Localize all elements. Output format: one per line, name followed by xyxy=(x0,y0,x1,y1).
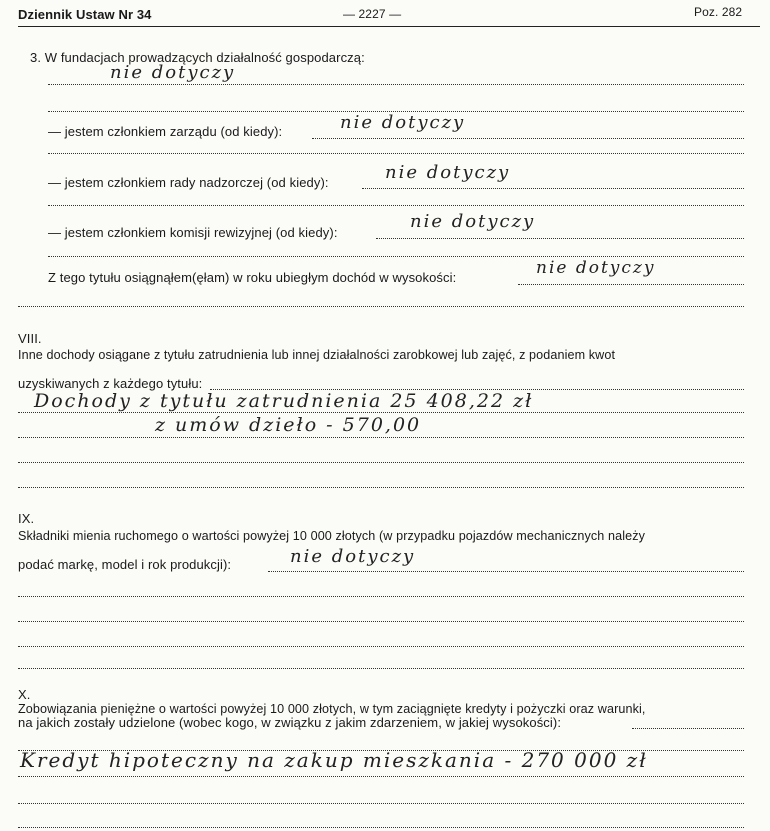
section10-number: X. xyxy=(18,687,31,702)
page-number: — 2227 — xyxy=(343,7,402,21)
supervisory-board-label: — jestem członkiem rady nadzorczej (od kiedy): xyxy=(48,175,329,190)
supervisory-board-handwritten-answer: nie dotyczy xyxy=(385,162,511,183)
header-divider xyxy=(18,26,760,27)
answer-line xyxy=(376,238,744,239)
section10-text-line1: Zobowiązania pieniężne o wartości powyżej 10 000 złotych, w tym zaciągnięte kredyty i pożyczki oraz warunki, xyxy=(18,702,646,716)
section8-handwritten-answer-line2: z umów dzieło - 570,00 xyxy=(155,414,422,436)
income-handwritten-answer: nie dotyczy xyxy=(536,258,656,278)
board-member-handwritten-answer: nie dotyczy xyxy=(340,112,466,133)
income-label: Z tego tytułu osiągnąłem(ęłam) w roku ubiegłym dochód w wysokości: xyxy=(48,270,457,285)
answer-line xyxy=(18,412,744,413)
answer-line xyxy=(632,728,744,729)
answer-line xyxy=(18,803,744,804)
section10-text-line2: na jakich zostały udzielone (wobec kogo, w związku z jakim zdarzeniem, w jakiej wysokości): xyxy=(18,715,562,730)
audit-committee-label: — jestem członkiem komisji rewizyjnej (od kiedy): xyxy=(48,225,338,240)
audit-committee-handwritten-answer: nie dotyczy xyxy=(410,211,536,232)
answer-line xyxy=(518,284,744,285)
answer-line xyxy=(18,437,744,438)
page-header xyxy=(0,0,770,30)
section8-text-line2: uzyskiwanych z każdego tytułu: xyxy=(18,376,203,391)
answer-line xyxy=(362,188,744,189)
answer-line xyxy=(18,646,744,647)
section10-handwritten-answer: Kredyt hipoteczny na zakup mieszkania - 270 000 zł xyxy=(20,748,648,772)
answer-line xyxy=(312,138,744,139)
section8-text-line1: Inne dochody osiągane z tytułu zatrudnienia lub innej działalności zarobkowej lub zajęć, z podaniem kwot xyxy=(18,348,616,362)
answer-line xyxy=(18,462,744,463)
answer-line xyxy=(18,668,744,669)
board-member-label: — jestem członkiem zarządu (od kiedy): xyxy=(48,124,283,139)
answer-line xyxy=(18,306,744,307)
section8-handwritten-answer-line1: Dochody z tytułu zatrudnienia 25 408,22 zł xyxy=(34,390,534,412)
answer-line xyxy=(268,571,744,572)
answer-line xyxy=(18,596,744,597)
section8-number: VIII. xyxy=(18,331,42,346)
section3-title: 3. W fundacjach prowadzących działalność gospodarczą: xyxy=(30,50,365,65)
journal-title: Dziennik Ustaw Nr 34 xyxy=(18,7,152,22)
position-number: Poz. 282 xyxy=(694,5,743,19)
answer-line xyxy=(18,827,744,828)
section9-text-line2: podać markę, model i rok produkcji): xyxy=(18,557,232,572)
answer-line xyxy=(18,776,744,777)
section3-handwritten-answer: nie dotyczy xyxy=(110,62,236,83)
section9-number: IX. xyxy=(18,511,35,526)
answer-line xyxy=(18,621,744,622)
answer-line xyxy=(48,256,744,257)
answer-line xyxy=(48,84,744,85)
answer-line xyxy=(48,153,744,154)
section9-text-line1: Składniki mienia ruchomego o wartości powyżej 10 000 złotych (w przypadku pojazdów mechanicznych należy xyxy=(18,529,645,543)
answer-line xyxy=(48,205,744,206)
answer-line xyxy=(18,487,744,488)
section9-handwritten-answer: nie dotyczy xyxy=(290,546,416,567)
